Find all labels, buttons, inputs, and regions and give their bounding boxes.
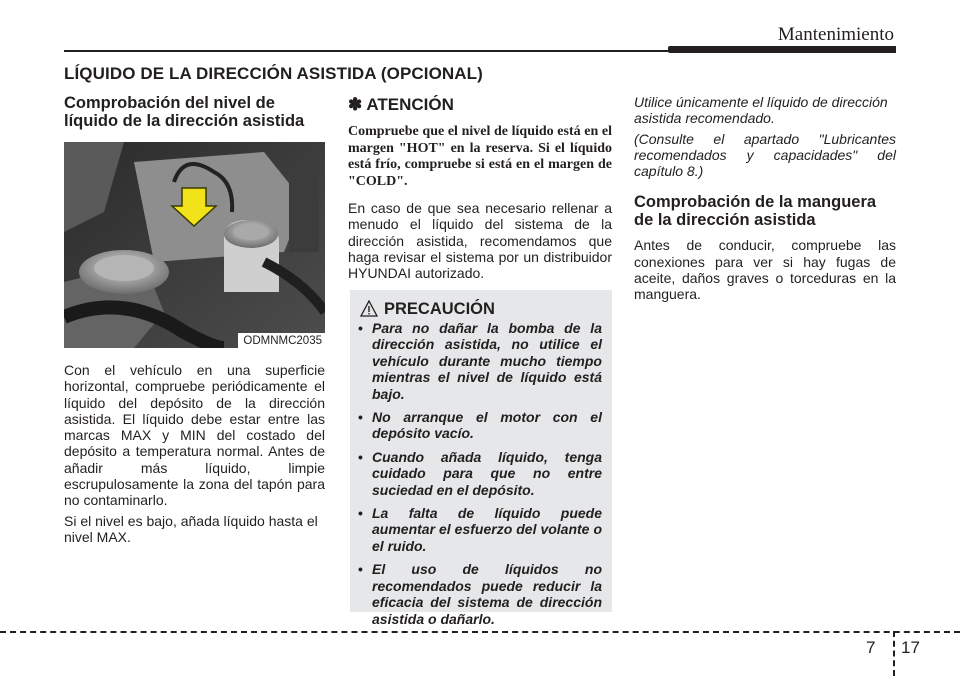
fluid-level-heading: Comprobación del nivel de líquido de la dirección asistida <box>64 94 305 130</box>
refill-paragraph: En caso de que sea necesario rellenar a menudo el líquido del sistema de la dirección asistida, recomendamos que haga revisar el sistema por un distribuidor HYUNDAI autorizado. <box>348 200 612 282</box>
caution-item: • No arranque el motor con el depósito vacío. <box>358 409 602 442</box>
recommended-fluid-note: Utilice únicamente el líquido de dirección asistida recomendado. <box>634 94 888 127</box>
hose-check-paragraph: Antes de conducir, compruebe las conexiones para ver si hay fugas de aceite, daños graves o torceduras en la manguera. <box>634 237 896 303</box>
caution-item: • La falta de líquido puede aumentar el esfuerzo del volante o el ruido. <box>358 505 602 554</box>
hose-check-heading: Comprobación de la manguera de la dirección asistida <box>634 193 877 230</box>
header-rule <box>64 50 668 52</box>
lubricants-reference-note: (Consulte el apartado "Lubricantes recomendados y capacidades" del capítulo 8.) <box>634 130 896 180</box>
caution-title: PRECAUCIÓN <box>384 300 495 318</box>
caution-item: • Cuando añada líquido, tenga cuidado para que no entre suciedad en el depósito. <box>358 449 602 498</box>
caution-item: • El uso de líquidos no recomendados puede reducir la eficacia del sistema de dirección asistida o dañarlo. <box>358 561 602 627</box>
attention-title: ✽ ATENCIÓN <box>348 95 454 114</box>
middle-column <box>348 94 612 285</box>
chapter-number: 7 <box>866 638 876 657</box>
section-title: LÍQUIDO DE LA DIRECCIÓN ASISTIDA (OPCIONAL) <box>64 64 483 83</box>
fluid-check-paragraph: Con el vehículo en una superficie horizontal, compruebe periódicamente el líquido del depósito de la dirección asistida. El líquido debe estar entre las marcas MAX y MIN del costado del depósito a temperatura normal. Antes de añadir más líquido, limpie escrupulosamente la zona del tapón para no contaminarlo. <box>64 362 325 509</box>
footer-rule <box>0 631 960 633</box>
image-code-label: ODMNMC2035 <box>238 333 325 348</box>
fluid-low-paragraph: Si el nivel es bajo, añada líquido hasta el nivel MAX. <box>64 512 318 545</box>
warning-triangle-icon <box>360 300 378 317</box>
page-number: 17 <box>901 638 920 657</box>
header-bar <box>668 46 896 53</box>
footer-divider <box>893 631 895 676</box>
engine-bay-photo <box>64 142 325 348</box>
caution-list <box>358 320 602 634</box>
left-column <box>64 94 325 549</box>
attention-text: Compruebe que el nivel de líquido está en el margen "HOT" en la reserva. Si el líquido está frío, compruebe si está en el margen de "COLD". <box>348 124 612 189</box>
caution-box <box>350 290 612 627</box>
caution-item: • Para no dañar la bomba de la dirección asistida, no utilice el vehículo durante mucho tiempo mientras el nivel de líquido está bajo. <box>358 320 602 402</box>
right-column <box>634 94 896 307</box>
chapter-header-title: Mantenimiento <box>777 24 894 45</box>
